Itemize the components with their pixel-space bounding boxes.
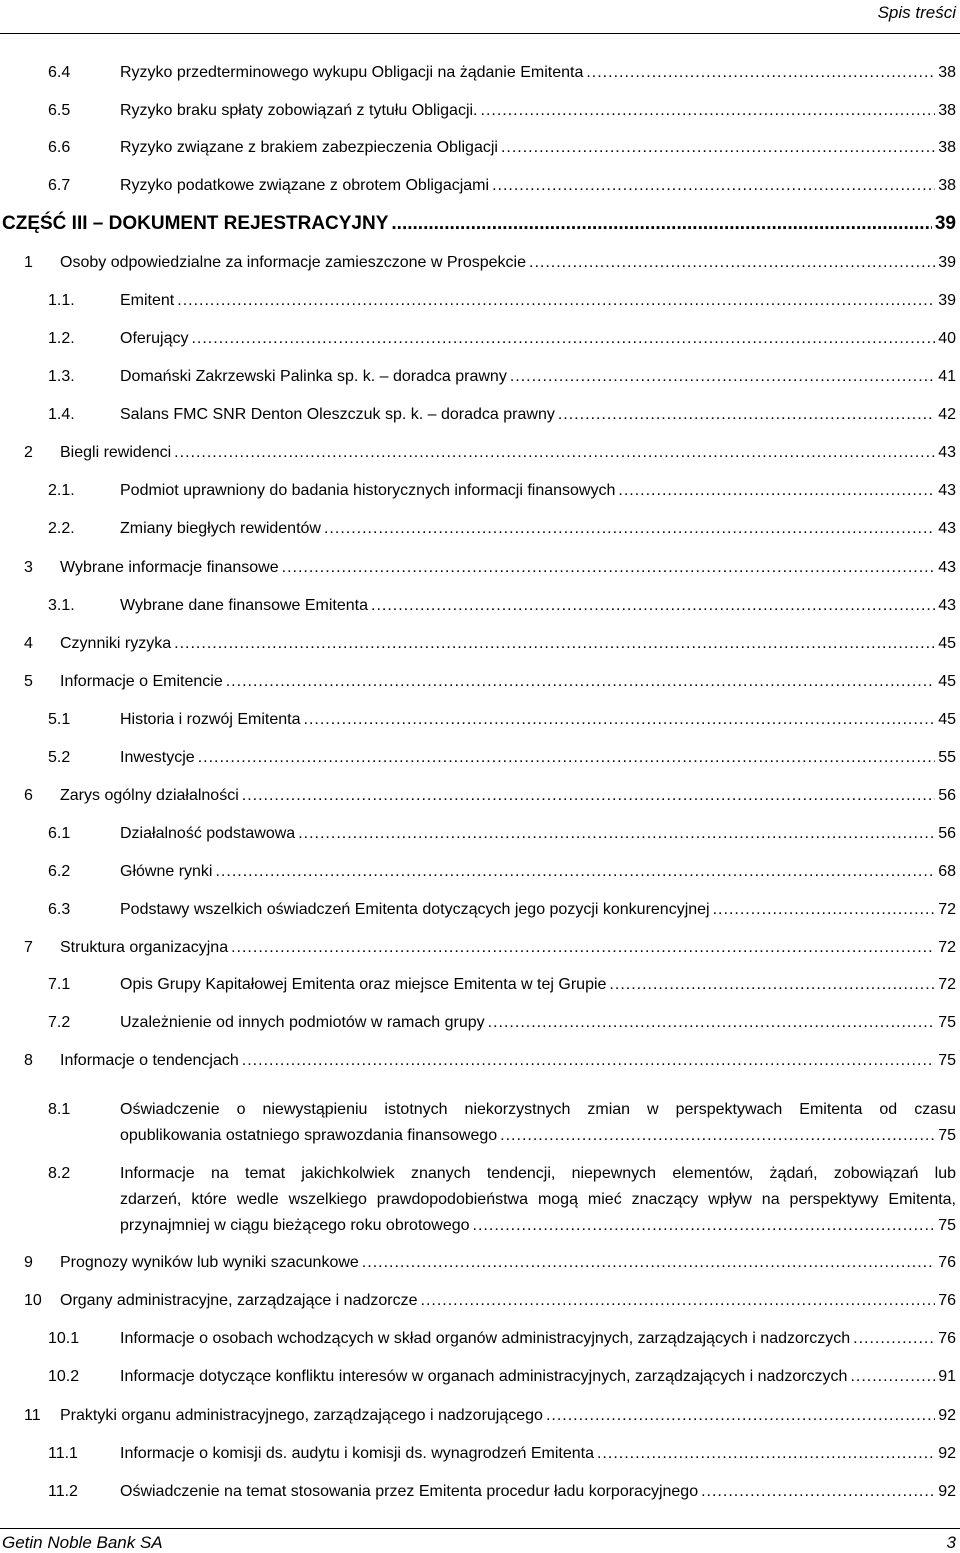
- toc-dot-leader: [586, 60, 935, 86]
- footer-rule: [0, 1528, 960, 1529]
- toc-entry-text: [120, 98, 956, 124]
- toc-entry-number: 5.1: [48, 711, 71, 728]
- toc-entry-page: 45: [938, 673, 956, 690]
- toc-entry-last-line: [120, 98, 956, 124]
- toc-dot-leader: [298, 821, 935, 847]
- toc-entry-number: 5: [24, 673, 33, 690]
- toc-entry-number: 10.1: [48, 1330, 80, 1347]
- toc-entry-page: 43: [938, 559, 956, 576]
- toc-entry-page: 72: [938, 901, 956, 918]
- toc-entry-number: 6.1: [48, 825, 71, 842]
- toc-entry-title: Organy administracyjne, zarządzające i nadzorcze: [60, 1292, 418, 1309]
- toc-entry-page: 42: [938, 406, 956, 423]
- toc-entry-title: Zarys ogólny działalności: [60, 787, 239, 804]
- toc-entry-page: 38: [938, 177, 956, 194]
- toc-entry-title: przynajmniej w ciągu bieżącego roku obrotowego: [120, 1217, 470, 1234]
- toc-entry-number: 7: [24, 939, 33, 956]
- toc-entry-page: 38: [938, 139, 956, 156]
- toc-entry-title: Czynniki ryzyka: [60, 635, 172, 652]
- footer-company: Getin Noble Bank SA: [2, 1533, 163, 1552]
- toc-entry-last-line: [120, 326, 956, 352]
- toc-entry-title: Informacje dotyczące konfliktu interesów w organach administracyjnych, zarządzających i nadzorczych: [120, 1368, 848, 1385]
- toc-dot-leader: [853, 1326, 935, 1352]
- toc-entry-number: 11.1: [48, 1445, 78, 1462]
- toc-entry-last-line: [120, 745, 956, 771]
- toc-entry-last-line: [120, 1441, 956, 1467]
- toc-entry-last-line: [120, 1010, 956, 1036]
- toc-dot-leader: [701, 1479, 935, 1505]
- toc-dot-leader: [546, 1403, 935, 1429]
- toc-entry-page: 75: [938, 1014, 956, 1031]
- toc-entry-page: 38: [938, 64, 956, 81]
- toc-entry-title: Ryzyko podatkowe związane z obrotem Obligacjami: [120, 177, 490, 194]
- toc-entry-page: 56: [938, 825, 956, 842]
- toc-entry-number: 2.1.: [48, 482, 75, 499]
- toc-entry-number: 10.2: [48, 1368, 80, 1385]
- toc-entry-title: Ryzyko braku spłaty zobowiązań z tytułu Obligacji.: [120, 102, 478, 119]
- toc-entry-text: [120, 897, 956, 923]
- toc-entry-title: Historia i rozwój Emitenta: [120, 711, 301, 728]
- toc-dot-leader: [242, 1048, 935, 1074]
- toc-dot-leader: [500, 1123, 935, 1149]
- toc-entry-text: [120, 1479, 956, 1505]
- toc-entry-text: [120, 859, 956, 885]
- toc-dot-leader: [226, 669, 935, 695]
- toc-entry-last-line: [120, 516, 956, 542]
- toc-entry-last-line: [60, 669, 956, 695]
- toc-entry-number: 5.2: [48, 749, 71, 766]
- toc-entry-number: 1.4.: [48, 406, 75, 423]
- toc-entry-title: Emitent: [120, 292, 175, 309]
- toc-dot-leader: [492, 173, 935, 199]
- toc-entry-text: [120, 1441, 956, 1467]
- footer-page-number: 3: [946, 1533, 956, 1552]
- toc-entry-text: [120, 1326, 956, 1352]
- toc-entry-last-line: [120, 859, 956, 885]
- toc-entry-text: [120, 516, 956, 542]
- toc-entry-page: 45: [938, 711, 956, 728]
- toc-entry-number: 10: [24, 1292, 42, 1309]
- toc-entry-title: Zmiany biegłych rewidentów: [120, 520, 321, 537]
- toc-entry-last-line: [120, 135, 956, 161]
- toc-entry-last-line: [120, 478, 956, 504]
- toc-entry-text: [120, 593, 956, 619]
- toc-entry-text: [60, 1250, 956, 1276]
- toc-entry-title: Opis Grupy Kapitałowej Emitenta oraz miejsce Emitenta w tej Grupie: [120, 976, 607, 993]
- toc-entry-page: 72: [938, 939, 956, 956]
- toc-entry-last-line: [120, 897, 956, 923]
- toc-entry-number: 6.3: [48, 901, 71, 918]
- toc-entry-last-line: [60, 631, 956, 657]
- toc-entry-text: [120, 972, 956, 998]
- toc-entry-title: Podstawy wszelkich oświadczeń Emitenta dotyczących jego pozycji konkurencyjnej: [120, 901, 710, 918]
- toc-entry-number: 3: [24, 559, 33, 576]
- toc-dot-leader: [501, 135, 935, 161]
- toc-entry-last-line: [60, 440, 956, 466]
- toc-entry-title: Wybrane dane finansowe Emitenta: [120, 597, 368, 614]
- toc-entry-title: Informacje o osobach wchodzących w skład organów administracyjnych, zarządzających i nadzorczych: [120, 1330, 851, 1347]
- toc-entry-title-line: Informacje na temat jakichkolwiek znanych tendencji, niepewnych elementów, żądań, zobowiązań lub: [120, 1165, 956, 1182]
- toc-entry-number: 8: [24, 1052, 33, 1069]
- toc-dot-leader: [174, 631, 935, 657]
- toc-entry-last-line: [2, 211, 956, 237]
- toc-entry-number: 4: [24, 635, 33, 652]
- toc-entry-text: [120, 821, 956, 847]
- toc-entry-last-line: [120, 593, 956, 619]
- toc-entry-number: 8.1: [48, 1101, 71, 1118]
- header-rule: [0, 33, 960, 34]
- toc-entry-title: Uzależnienie od innych podmiotów w ramach grupy: [120, 1014, 485, 1031]
- toc-entry-last-line: [60, 935, 956, 961]
- toc-entry-page: 39: [938, 292, 956, 309]
- toc-dot-leader: [618, 478, 935, 504]
- toc-entry-title: Podmiot uprawniony do badania historycznych informacji finansowych: [120, 482, 616, 499]
- toc-entry-text: [60, 631, 956, 657]
- toc-entry-title-line: Oświadczenie o niewystąpieniu istotnych niekorzystnych zmian w perspektywach Emitenta od czasu: [120, 1101, 956, 1118]
- toc-dot-leader: [362, 1250, 935, 1276]
- toc-entry-number: 6.7: [48, 177, 71, 194]
- header-title: Spis treści: [877, 3, 956, 22]
- toc-entry-page: 92: [938, 1407, 956, 1424]
- toc-entry-last-line: [60, 783, 956, 809]
- toc-entry-last-line: [60, 555, 956, 581]
- toc-entry-text: [120, 135, 956, 161]
- toc-entry-page: 39: [938, 254, 956, 271]
- toc-entry-text: [60, 935, 956, 961]
- toc-entry-title: Działalność podstawowa: [120, 825, 296, 842]
- toc-entry-title: Biegli rewidenci: [60, 444, 172, 461]
- toc-entry-last-line: [120, 1213, 956, 1239]
- toc-dot-leader: [597, 1441, 935, 1467]
- toc-entry-last-line: [120, 1479, 956, 1505]
- toc-entry-last-line: [60, 1288, 956, 1314]
- toc-entry-page: 76: [938, 1330, 956, 1347]
- toc-entry-title: Salans FMC SNR Denton Oleszczuk sp. k. – doradca prawny: [120, 406, 555, 423]
- toc-entry-last-line: [120, 821, 956, 847]
- toc-entry-page: 38: [938, 102, 956, 119]
- toc-entry-title-line: zdarzeń, które wedle wszelkiego prawdopodobieństwa mogą mieć znaczący wpływ na perspektywy Emitenta,: [120, 1191, 956, 1208]
- toc-entry-title: Ryzyko przedterminowego wykupu Obligacji na żądanie Emitenta: [120, 64, 584, 81]
- toc-entry-text: [120, 1364, 956, 1390]
- toc-entry-last-line: [120, 707, 956, 733]
- toc-entry-number: 6.6: [48, 139, 71, 156]
- toc-entry-last-line: [120, 288, 956, 314]
- toc-entry-text: [120, 364, 956, 390]
- toc-entry-title: Praktyki organu administracyjnego, zarządzającego i nadzorującego: [60, 1407, 543, 1424]
- toc-dot-leader: [215, 859, 935, 885]
- toc-entry-last-line: [60, 250, 956, 276]
- toc-entry-title: Osoby odpowiedzialne za informacje zamieszczone w Prospekcie: [60, 254, 526, 271]
- toc-entry-page: 75: [938, 1052, 956, 1069]
- toc-entry-title: CZĘŚĆ III – DOKUMENT REJESTRACYJNY: [2, 213, 389, 234]
- toc-dot-leader: [473, 1213, 936, 1239]
- toc-entry-text: [60, 669, 956, 695]
- toc-entry-page: 56: [938, 787, 956, 804]
- toc-entry-page: 43: [938, 444, 956, 461]
- toc-entry-text: [120, 1161, 956, 1239]
- toc-entry-text: [120, 1097, 956, 1149]
- toc-dot-leader: [850, 1364, 935, 1390]
- toc-entry-text: [120, 173, 956, 199]
- toc-entry-text: [60, 440, 956, 466]
- toc-entry-text: [2, 211, 956, 237]
- toc-entry-title: opublikowania ostatniego sprawozdania finansowego: [120, 1127, 498, 1144]
- toc-entry-title: Informacje o komisji ds. audytu i komisji ds. wynagrodzeń Emitenta: [120, 1445, 594, 1462]
- toc-entry-page: 75: [938, 1217, 956, 1234]
- toc-entry-text: [120, 288, 956, 314]
- toc-dot-leader: [174, 440, 935, 466]
- toc-dot-leader: [177, 288, 935, 314]
- toc-entry-title: Prognozy wyników lub wyniki szacunkowe: [60, 1254, 359, 1271]
- toc-entry-title: Główne rynki: [120, 863, 213, 880]
- toc-entry-last-line: [120, 1123, 956, 1149]
- toc-entry-last-line: [120, 972, 956, 998]
- toc-dot-leader: [242, 783, 935, 809]
- toc-entry-number: 3.1.: [48, 597, 75, 614]
- toc-entry-page: 72: [938, 976, 956, 993]
- toc-dot-leader: [231, 935, 935, 961]
- toc-entry-last-line: [60, 1250, 956, 1276]
- toc-entry-text: [60, 250, 956, 276]
- toc-entry-number: 6: [24, 787, 33, 804]
- toc-entry-page: 75: [938, 1127, 956, 1144]
- toc-dot-leader: [481, 98, 936, 124]
- toc-entry-title: Struktura organizacyjna: [60, 939, 229, 956]
- toc-entry-number: 7.1: [48, 976, 71, 993]
- toc-entry-number: 7.2: [48, 1014, 71, 1031]
- toc-entry-text: [120, 707, 956, 733]
- toc-entry-text: [120, 478, 956, 504]
- toc-entry-last-line: [120, 60, 956, 86]
- toc-dot-leader: [558, 402, 935, 428]
- toc-dot-leader: [510, 364, 935, 390]
- toc-dot-leader: [198, 745, 936, 771]
- toc-entry-number: 1: [24, 254, 33, 271]
- toc-entry-last-line: [120, 1364, 956, 1390]
- toc-entry-last-line: [60, 1048, 956, 1074]
- toc-entry-page: 76: [938, 1292, 956, 1309]
- toc-entry-text: [120, 60, 956, 86]
- toc-entry-number: 6.2: [48, 863, 71, 880]
- toc-entry-number: 11.2: [48, 1483, 78, 1500]
- toc-entry-page: 45: [938, 635, 956, 652]
- toc-entry-page: 43: [938, 482, 956, 499]
- toc-entry-last-line: [120, 1326, 956, 1352]
- toc-entry-number: 6.5: [48, 102, 71, 119]
- toc-entry-title: Informacje o tendencjach: [60, 1052, 239, 1069]
- toc-entry-page: 91: [938, 1368, 956, 1385]
- toc-dot-leader: [282, 555, 936, 581]
- toc-entry-number: 8.2: [48, 1165, 71, 1182]
- toc-entry-number: 1.3.: [48, 368, 75, 385]
- toc-entry-number: 1.2.: [48, 330, 75, 347]
- toc-entry-text: [120, 402, 956, 428]
- toc-entry-text: [120, 326, 956, 352]
- toc-entry-page: 92: [938, 1483, 956, 1500]
- toc-entry-page: 40: [938, 330, 956, 347]
- toc-dot-leader: [191, 326, 935, 352]
- toc-entry-number: 1.1.: [48, 292, 75, 309]
- toc-entry-page: 41: [938, 368, 956, 385]
- toc-entry-title: Inwestycje: [120, 749, 195, 766]
- toc-dot-leader: [529, 250, 935, 276]
- toc-entry-title: Oświadczenie na temat stosowania przez Emitenta procedur ładu korporacyjnego: [120, 1483, 699, 1500]
- toc-entry-last-line: [60, 1403, 956, 1429]
- toc-entry-page: 76: [938, 1254, 956, 1271]
- toc-entry-text: [60, 1288, 956, 1314]
- toc-entry-number: 9: [24, 1254, 33, 1271]
- toc-entry-text: [60, 783, 956, 809]
- toc-dot-leader: [421, 1288, 936, 1314]
- toc-entry-page: 43: [938, 597, 956, 614]
- toc-dot-leader: [304, 707, 936, 733]
- toc-dot-leader: [713, 897, 936, 923]
- toc-entry-number: 2: [24, 444, 33, 461]
- toc-entry-title: Ryzyko związane z brakiem zabezpieczenia Obligacji: [120, 139, 498, 156]
- toc-dot-leader: [391, 211, 931, 237]
- toc-entry-last-line: [120, 173, 956, 199]
- toc-entry-text: [60, 1048, 956, 1074]
- toc-entry-text: [120, 1010, 956, 1036]
- toc-entry-last-line: [120, 402, 956, 428]
- toc-entry-title: Informacje o Emitencie: [60, 673, 223, 690]
- toc-entry-number: 11: [24, 1407, 41, 1424]
- toc-entry-page: 55: [938, 749, 956, 766]
- toc-entry-text: [60, 1403, 956, 1429]
- toc-entry-title: Oferujący: [120, 330, 189, 347]
- toc-entry-title: Wybrane informacje finansowe: [60, 559, 279, 576]
- toc-entry-page: 39: [934, 213, 956, 234]
- toc-entry-last-line: [120, 364, 956, 390]
- toc-entry-page: 92: [938, 1445, 956, 1462]
- toc-entry-page: 68: [938, 863, 956, 880]
- toc-entry-page: 43: [938, 520, 956, 537]
- toc-dot-leader: [371, 593, 935, 619]
- toc-dot-leader: [609, 972, 935, 998]
- toc-entry-number: 6.4: [48, 64, 71, 81]
- toc-entry-title: Domański Zakrzewski Palinka sp. k. – doradca prawny: [120, 368, 507, 385]
- toc-dot-leader: [324, 516, 935, 542]
- toc-dot-leader: [488, 1010, 936, 1036]
- toc-entry-text: [120, 745, 956, 771]
- toc-entry-text: [60, 555, 956, 581]
- toc-entry-number: 2.2.: [48, 520, 75, 537]
